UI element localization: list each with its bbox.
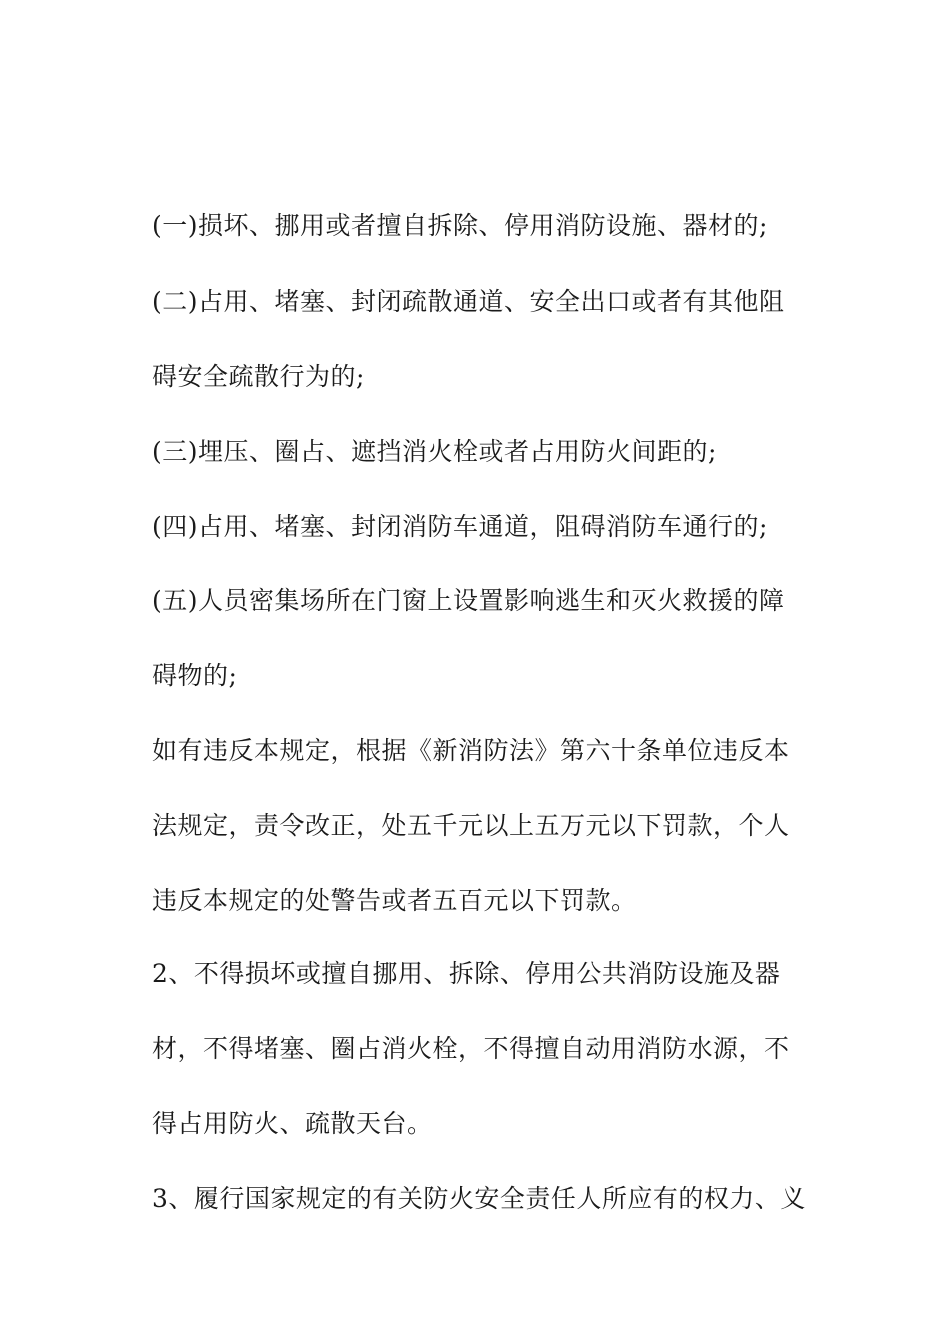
text-line-9: 法规定，责令改正，处五千元以上五万元以下罚款，个人	[152, 811, 790, 840]
text-line-5: (四)占用、堵塞、封闭消防车通道，阻碍消防车通行的;	[152, 512, 768, 541]
text-line-6: (五)人员密集场所在门窗上设置影响逃生和灭火救援的障	[152, 586, 785, 615]
text-line-8: 如有违反本规定，根据《新消防法》第六十条单位违反本	[152, 736, 790, 765]
text-line-10: 违反本规定的处警告或者五百元以下罚款。	[152, 886, 637, 915]
text-line-12: 材，不得堵塞、圈占消火栓，不得擅自动用消防水源，不	[152, 1034, 790, 1063]
text-line-2: (二)占用、堵塞、封闭疏散通道、安全出口或者有其他阻	[152, 287, 785, 316]
text-line-11: 2、不得损坏或擅自挪用、拆除、停用公共消防设施及器	[152, 959, 781, 988]
text-line-4: (三)埋压、圈占、遮挡消火栓或者占用防火间距的;	[152, 437, 717, 466]
text-line-7: 碍物的;	[152, 661, 238, 690]
text-line-1: (一)损坏、挪用或者擅自拆除、停用消防设施、器材的;	[152, 211, 768, 240]
text-line-3: 碍安全疏散行为的;	[152, 362, 365, 391]
text-line-13: 得占用防火、疏散天台。	[152, 1109, 433, 1138]
text-line-14: 3、履行国家规定的有关防火安全责任人所应有的权力、义	[152, 1184, 806, 1213]
